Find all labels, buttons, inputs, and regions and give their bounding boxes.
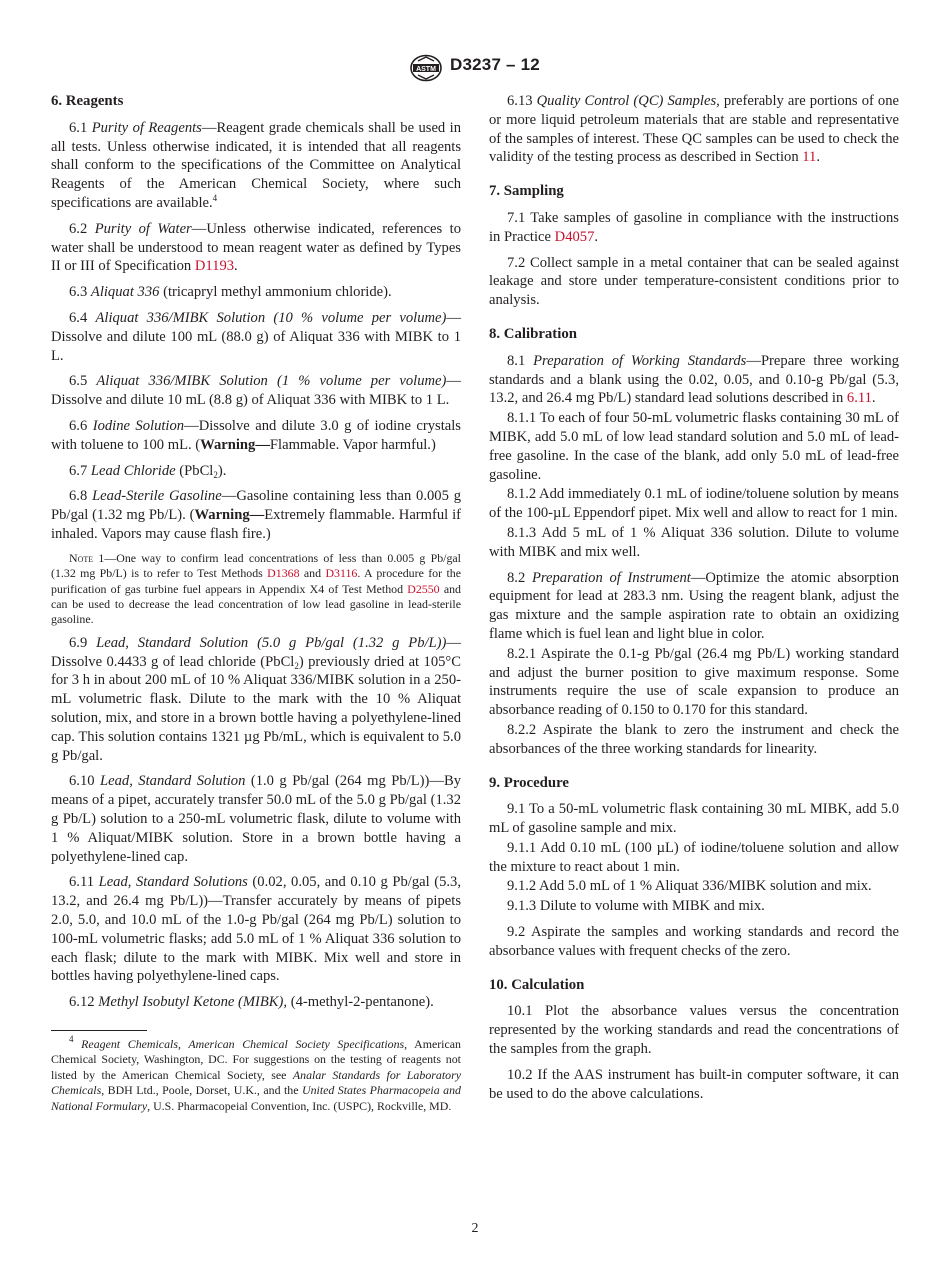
link-d3116[interactable]: D3116	[325, 566, 358, 581]
para-8-2-1: 8.2.1 Aspirate the 0.1-g Pb/gal (26.4 mg Pb/L) working standard and adjust the burner position to give maximum response. Some instruments require the use of scale expansion to produce an absorbance reading of 0.150 to 0.170 for this standard.	[489, 645, 899, 719]
para-9-2: 9.2 Aspirate the samples and working standards and record the absorbance values with frequent checks of the zero.	[489, 924, 899, 959]
page-header	[0, 52, 950, 88]
para-8-1-1: 8.1.1 To each of four 50-mL volumetric flasks containing 30 mL of MIBK, add 5.0 mL of low lead standard solution and 5.0 mL of lead-free gasoline. In the case of the blank, add only 5.0 mL of lead-free gasoline.	[489, 410, 899, 483]
para-8-1-2: 8.1.2 Add immediately 0.1 mL of iodine/toluene solution by means of the 100-µL Eppendorf pipet. Mix well and allow to react for 1 min.	[489, 486, 899, 522]
para-8-2: 8.2 Preparation of Instrument—Optimize the atomic absorption equipment for lead at 283.3 nm. Using the reagent blank, adjust the gas mixture and the sample aspiration rate to obtain an oxidizing flame which is fuel lean and light blue in color.	[489, 569, 899, 642]
para-8-2-2: 8.2.2 Aspirate the blank to zero the instrument and check the absorbances of the three working standards for linearity.	[489, 721, 899, 757]
para-6-10: 6.10 Lead, Standard Solution (1.0 g Pb/gal (264 mg Pb/L))—By means of a pipet, accurately transfer 50.0 mL of the 5.0 g Pb/gal (1.32 g Pb/L) solution to a 250-mL volumetric flask, dilute to volume with 1 % Aliquat/MIBK solution. Store in a brown bottle having a polyethylene-lined cap.	[51, 773, 461, 865]
link-d1193[interactable]: D1193	[194, 258, 235, 275]
para-10-1: 10.1 Plot the absorbance values versus the concentration represented by the working standards and read the concentrations of the samples from the graph.	[489, 1003, 899, 1058]
section-10-heading: 10. Calculation	[489, 976, 585, 993]
para-9-1-1: 9.1.1 Add 0.10 mL (100 µL) of iodine/toluene solution and allow the mixture to react about 1 min.	[489, 839, 899, 875]
para-8-1-3: 8.1.3 Add 5 mL of 1 % Aliquat 336 solution. Dilute to volume with MIBK and mix well.	[489, 524, 899, 560]
note-1: Note 1—One way to confirm lead concentrations of less than 0.005 g Pb/gal (1.32 mg Pb/L) is to refer to Test Methods D1368 and D3116. A procedure for the purification of gas turbine fuel appears in Appendix X4 of Test Method D2550 and can be used to decrease the lead concentration of low lead gasoline in lead-sterile gasoline.	[51, 550, 461, 627]
link-6-11[interactable]: 6.11	[846, 390, 872, 407]
para-6-12: 6.12 Methyl Isobutyl Ketone (MIBK), (4-methyl-2-pentanone).	[69, 994, 434, 1011]
right-column	[489, 92, 899, 1110]
para-8-1: 8.1 Preparation of Working Standards—Prepare three working standards and a blank using the 0.02, 0.05, and 0.10-g Pb/gal (5.3, 13.2, and 26.4 mg Pb/L) standard lead solutions described in 6.11.	[489, 352, 899, 407]
document-designation: D3237 – 12	[450, 55, 540, 74]
para-6-1: 6.1 Purity of Reagents—Reagent grade chemicals shall be used in all tests. Unless otherwise indicated, it is intended that all reagents shall conform to the specifications of the Committee on Analytical Reagents of the American Chemical Society, where such specifications are available.$^4$	[51, 119, 461, 211]
para-9-1-2: 9.1.2 Add 5.0 mL of 1 % Aliquat 336/MIBK solution and mix.	[507, 878, 872, 895]
para-10-2: 10.2 If the AAS instrument has built-in computer software, it can be used to do the above calculations.	[489, 1066, 899, 1102]
para-6-3: 6.3 Aliquat 336 (tricapryl methyl ammonium chloride).	[69, 284, 392, 301]
link-d4057[interactable]: D4057	[554, 228, 595, 245]
para-6-2: 6.2 Purity of Water—Unless otherwise indicated, references to water shall be understood to mean reagent water as defined by Types II or III of Specification D1193.	[51, 220, 461, 275]
link-d2550[interactable]: D2550	[407, 581, 440, 596]
link-d1368[interactable]: D1368	[267, 566, 300, 581]
para-6-9: 6.9 Lead, Standard Solution (5.0 g Pb/gal (1.32 g Pb/L))—Dissolve 0.4433 g of lead chloride (PbCl$_2$) previously dried at 105°C for 3 h in about 200 mL of 10 % Aliquat 336/MIBK solution in a 250-mL volumetric flask. Dilute to the mark with the 10 % Aliquat solution, mix, and store in a brown bottle having a polyethylene-lined cap. This solution contains 1321 µg Pb/mL, which is equivalent to 5.0 g Pb/gal.	[51, 634, 461, 764]
para-6-4: 6.4 Aliquat 336/MIBK Solution (10 % volume per volume)—Dissolve and dilute 100 mL (88.0 g) of Aliquat 336 with MIBK to 1 L.	[51, 309, 461, 364]
footnote-ref-4[interactable]: 4	[212, 192, 218, 203]
para-9-1: 9.1 To a 50-mL volumetric flask containing 30 mL MIBK, add 5.0 mL of gasoline sample and mix.	[489, 801, 899, 837]
para-6-6: 6.6 Iodine Solution—Dissolve and dilute 3.0 g of iodine crystals with toluene to 100 mL. (Warning—Flammable. Vapor harmful.)	[51, 417, 461, 453]
footnote-divider	[51, 1030, 147, 1031]
para-6-7: 6.7 Lead Chloride (PbCl$_2$).	[69, 462, 227, 480]
section-9-heading: 9. Procedure	[489, 774, 569, 791]
svg-text:ASTM: ASTM	[416, 65, 436, 73]
section-6-heading: 6. Reagents	[51, 93, 124, 109]
left-column	[51, 92, 461, 1114]
para-6-8: 6.8 Lead-Sterile Gasoline—Gasoline containing less than 0.005 g Pb/gal (1.32 mg Pb/L). (Warning—Extremely flammable. Harmful if inhaled. Vapors may cause flash fire.)	[51, 488, 461, 542]
section-7-heading: 7. Sampling	[489, 183, 564, 200]
para-6-5: 6.5 Aliquat 336/MIBK Solution (1 % volume per volume)—Dissolve and dilute 10 mL (8.8 g) of Aliquat 336 with MIBK to 1 L.	[51, 373, 461, 409]
para-7-1: 7.1 Take samples of gasoline in compliance with the instructions in Practice D4057.	[489, 209, 899, 245]
para-6-13: 6.13 Quality Control (QC) Samples, preferably are portions of one or more liquid petroleum materials that are stable and representative of the samples of interest. These QC samples can be used to check the validity of the testing process as described in Section 11.	[489, 93, 899, 166]
section-8-heading: 8. Calibration	[489, 325, 577, 342]
para-6-11: 6.11 Lead, Standard Solutions (0.02, 0.05, and 0.10 g Pb/gal (5.3, 13.2, and 26.4 mg Pb/L))—Transfer accurately by means of pipets 2.0, 5.0, and 10.0 mL of the 1.0-g Pb/gal (264 mg Pb/L) solution to 100-mL volumetric flasks; add 5.0 mL of 1 % Aliquat 336 solution to each flask; dilute to the mark with MIBK. Mix well and store in bottles having polyethylene-lined caps.	[51, 874, 461, 985]
para-9-1-3: 9.1.3 Dilute to volume with MIBK and mix.	[507, 898, 765, 915]
para-7-2: 7.2 Collect sample in a metal container that can be sealed against leakage and store under temperature-consistent conditions prior to analysis.	[489, 254, 899, 309]
page-number: 2	[471, 1221, 479, 1236]
footnote-4: $^4$ Reagent Chemicals, American Chemical Society Specifications, American Chemical Society, Washington, DC. For suggestions on the testing of reagents not listed by the American Chemical Society, see Analar Standards for Laboratory Chemicals, BDH Ltd., Poole, Dorset, U.K., and the United States Pharmacopeia and National Formulary, U.S. Pharmacopeial Convention, Inc. (USPC), Rockville, MD.	[51, 1033, 461, 1113]
link-section-11[interactable]: 11	[802, 149, 817, 166]
astm-logo-icon	[409, 54, 443, 82]
